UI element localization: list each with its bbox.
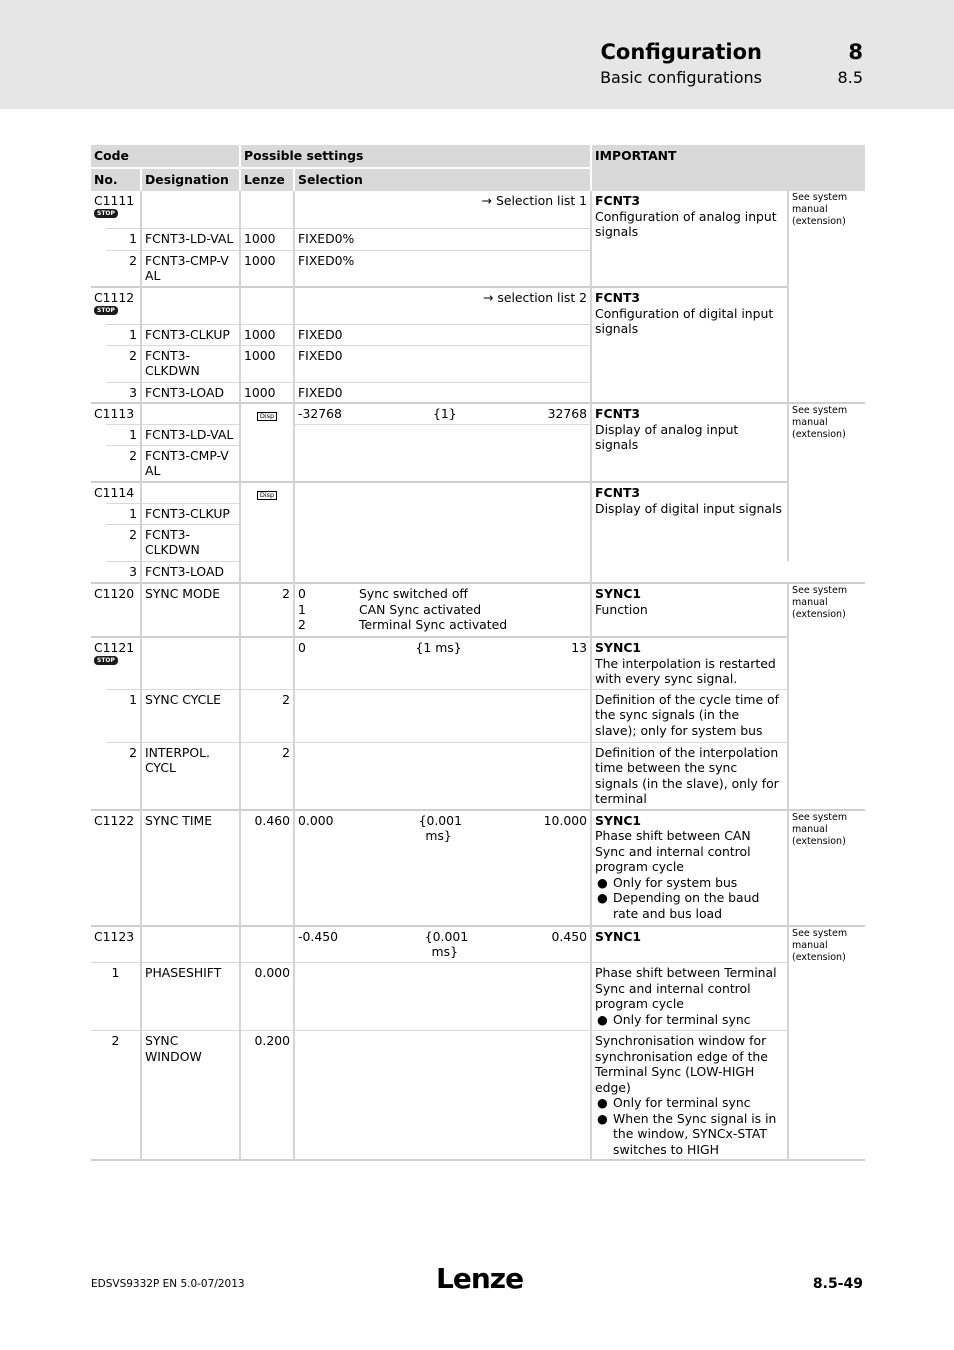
table-row bbox=[91, 403, 865, 424]
stop-icon: STOP bbox=[94, 306, 118, 315]
header-important: IMPORTANT bbox=[591, 145, 865, 191]
table-row bbox=[91, 287, 865, 324]
important-cell: SYNC1 bbox=[591, 926, 788, 963]
section-number: 8.5 bbox=[837, 68, 863, 87]
important-cell: SYNC1 Function bbox=[591, 583, 788, 637]
table-row: 2 SYNC WINDOW 0.200 Synchronisation window for synchronisation edge of the Terminal Sync (LOW-HIGH edge) ● Only for terminal sync ● When the Sync signal is in the window, SYNCx-STAT switches to HIGH bbox=[91, 1031, 865, 1161]
table-row bbox=[91, 482, 865, 503]
system-manual-note: See system manual (extension) bbox=[788, 926, 865, 1161]
header-possible-settings: Possible settings bbox=[240, 145, 591, 168]
stop-icon: STOP bbox=[94, 656, 118, 665]
important-cell: Synchronisation window for synchronisation edge of the Terminal Sync (LOW-HIGH edge) ● Only for terminal sync ● When the Sync signal is in the window, SYNCx-STAT switches to HIGH bbox=[591, 1031, 788, 1161]
value-range: -32768 {1} 32768 bbox=[294, 403, 591, 424]
document-id: EDSVS9332P EN 5.0-07/2013 bbox=[91, 1278, 245, 1290]
value-range: 0.000 {0.001 ms} 10.000 bbox=[294, 810, 591, 926]
system-manual-note: See system manual (extension) bbox=[788, 810, 865, 926]
table-row: 1 PHASESHIFT 0.000 Phase shift between Terminal Sync and internal control program cycle ● Only for terminal sync bbox=[91, 963, 865, 1031]
table-row: 2 FCNT3- CLKDWN 1000 FIXED0 bbox=[91, 345, 865, 382]
header-code: Code bbox=[91, 145, 240, 168]
display-only-icon: Disp bbox=[257, 491, 277, 500]
table-row: 2 FCNT3- CLKDWN bbox=[91, 524, 865, 561]
system-manual-note: See system manual (extension) bbox=[788, 583, 865, 810]
table-row: C1120 SYNC MODE 2 0 Sync switched off 1 CAN Sync activated 2 Terminal Sync activated SYNC1 Function See system manual (extension) bbox=[91, 583, 865, 637]
important-cell: Phase shift between Terminal Sync and internal control program cycle ● Only for terminal sync bbox=[591, 963, 788, 1031]
table-row: 3 FCNT3-LOAD bbox=[91, 561, 865, 583]
important-cell: FCNT3 Configuration of digital input signals bbox=[591, 287, 788, 403]
table-row: 1 FCNT3-CLKUP 1000 FIXED0 bbox=[91, 324, 865, 345]
table-row: 2 FCNT3-CMP-V AL bbox=[91, 445, 865, 482]
display-only-icon: Disp bbox=[257, 412, 277, 421]
header-no: No. bbox=[91, 168, 141, 191]
code-value: C1123 bbox=[91, 926, 141, 963]
header-selection: Selection bbox=[294, 168, 591, 191]
important-cell: SYNC1 Phase shift between CAN Sync and internal control program cycle ● Only for system bus ● Depending on the baud rate and bus load bbox=[591, 810, 788, 926]
header-lenze: Lenze bbox=[240, 168, 294, 191]
selection-list: → selection list 2 bbox=[294, 287, 591, 324]
code-value: C1121 bbox=[94, 640, 135, 655]
header-designation: Designation bbox=[141, 168, 240, 191]
table-row: 1 FCNT3-LD-VAL bbox=[91, 424, 865, 445]
table-row: 1 FCNT3-LD-VAL 1000 FIXED0% bbox=[91, 228, 865, 250]
option-list: 0 Sync switched off 1 CAN Sync activated 2 Terminal Sync activated bbox=[294, 583, 591, 637]
code-value: C1122 bbox=[91, 810, 141, 926]
table-row: 2 INTERPOL. CYCL 2 Definition of the interpolation time between the sync signals (in the slave), only for terminal bbox=[91, 742, 865, 810]
code-value: C1112 bbox=[94, 290, 135, 305]
section-title: Basic configurations bbox=[600, 68, 762, 87]
table-row: 2 FCNT3-CMP-V AL 1000 FIXED0% bbox=[91, 250, 865, 287]
code-value: C1114 bbox=[91, 482, 141, 503]
lenze-logo: Lenze bbox=[436, 1262, 524, 1295]
chapter-number: 8 bbox=[848, 40, 863, 64]
chapter-title: Configuration bbox=[600, 40, 762, 64]
important-cell: FCNT3 Configuration of analog input signals bbox=[591, 191, 788, 287]
stop-icon: STOP bbox=[94, 209, 118, 218]
value-range: 0 {1 ms} 13 bbox=[294, 637, 591, 689]
table-row bbox=[91, 926, 865, 963]
table-row: C1122 SYNC TIME 0.460 0.000 {0.001 ms} 10.000 SYNC1 Phase shift between CAN Sync and internal control program cycle ● Only for system bus ● Depending on the baud rate and bus load See system manual (extension) bbox=[91, 810, 865, 926]
table-row: 1 FCNT3-CLKUP bbox=[91, 503, 865, 524]
value-range: -0.450 {0.001 ms} 0.450 bbox=[294, 926, 591, 963]
code-value: C1113 bbox=[91, 403, 141, 424]
table-row: 3 FCNT3-LOAD 1000 FIXED0 bbox=[91, 382, 865, 403]
page-header bbox=[0, 0, 954, 109]
system-manual-note: See system manual (extension) bbox=[788, 403, 865, 561]
code-value: C1120 bbox=[91, 583, 141, 637]
important-cell: SYNC1 The interpolation is restarted with every sync signal. bbox=[591, 637, 788, 689]
important-cell: Definition of the interpolation time between the sync signals (in the slave), only for terminal bbox=[591, 742, 788, 810]
code-value: C1111 bbox=[94, 193, 135, 208]
table-header-row bbox=[91, 145, 865, 168]
selection-list: → Selection list 1 bbox=[294, 191, 591, 228]
table-row bbox=[91, 637, 865, 689]
page-number: 8.5-49 bbox=[812, 1276, 863, 1292]
system-manual-note: See system manual (extension) bbox=[788, 191, 865, 403]
code-table bbox=[91, 145, 865, 1161]
important-cell: FCNT3 Display of digital input signals bbox=[591, 482, 788, 583]
table-row bbox=[91, 191, 865, 228]
important-cell: Definition of the cycle time of the sync signals (in the slave); only for system bus bbox=[591, 689, 788, 742]
important-cell: FCNT3 Display of analog input signals bbox=[591, 403, 788, 482]
table-row: 1 SYNC CYCLE 2 Definition of the cycle time of the sync signals (in the slave); only for system bus bbox=[91, 689, 865, 742]
